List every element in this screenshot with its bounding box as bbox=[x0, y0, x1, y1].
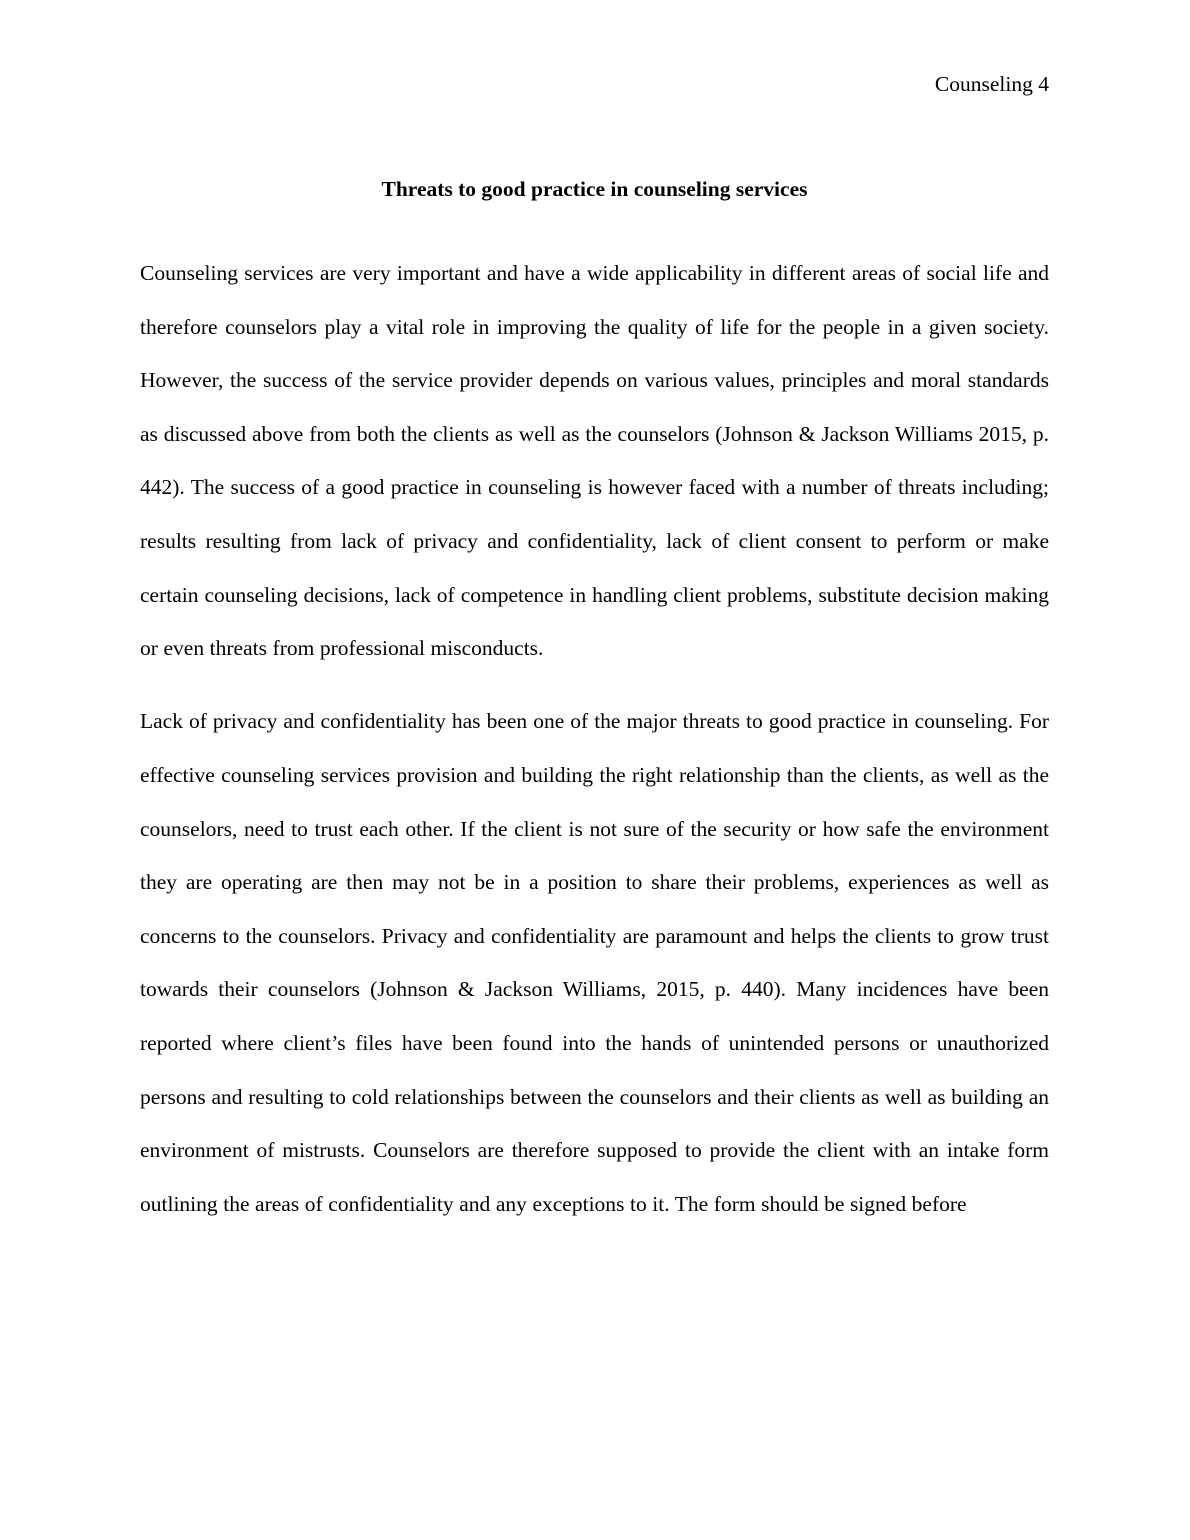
paragraph-1: Counseling services are very important and have a wide applicability in different areas of social life and therefore counselors play a vital role in improving the quality of life for the people in a given society. However, the success of the service provider depends on various values, principles and moral standards as discussed above from both the clients as well as the counselors (Johnson & Jackson Williams 2015, p. 442). The success of a good practice in counseling is however faced with a number of threats including; results resulting from lack of privacy and confidentiality, lack of client consent to perform or make certain counseling decisions, lack of competence in handling client problems, substitute decision making or even threats from professional misconducts. bbox=[140, 261, 1049, 661]
paragraph-2: Lack of privacy and confidentiality has been one of the major threats to good practice in counseling. For effective counseling services provision and building the right relationship than the clients, as well as the counselors, need to trust each other. If the client is not sure of the security or how safe the environment they are operating are then may not be in a position to share their problems, experiences as well as concerns to the counselors. Privacy and confidentiality are paramount and helps the clients to grow trust towards their counselors (Johnson & Jackson Williams, 2015, p. 440). Many incidences have been reported where client’s files have been found into the hands of unintended persons or unauthorized persons and resulting to cold relationships between the counselors and their clients as well as building an environment of mistrusts. Counselors are therefore supposed to provide the client with an intake form outlining the areas of confidentiality and any exceptions to it. The form should be signed before bbox=[140, 709, 1049, 1216]
running-head: Counseling 4 bbox=[934, 72, 1049, 96]
document-body bbox=[140, 247, 1049, 1251]
document-title: Threats to good practice in counseling services bbox=[381, 177, 808, 201]
